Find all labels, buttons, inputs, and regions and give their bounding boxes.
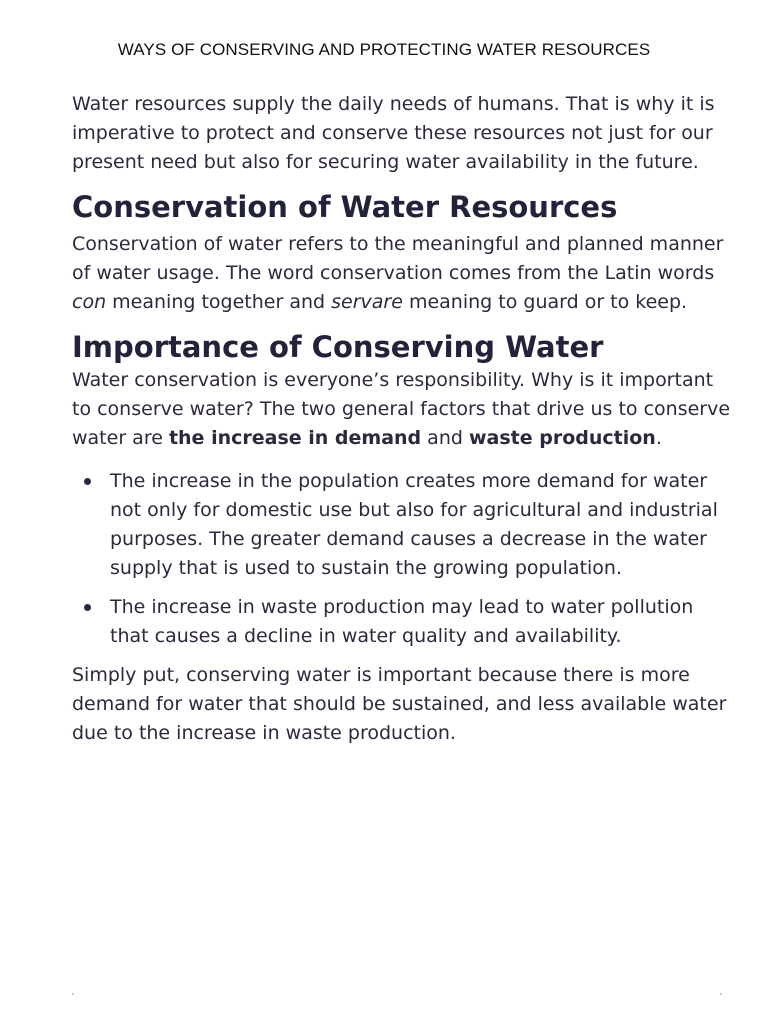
bullet-icon (84, 604, 91, 611)
section-heading-conservation: Conservation of Water Resources (72, 190, 618, 224)
bullet-icon (84, 478, 91, 485)
page-mark-left (72, 993, 74, 995)
text-span: and (421, 427, 469, 449)
intro-paragraph: Water resources supply the daily needs of humans. That is why it is imperative to protect and conserve these resources not just for our present need but also for securing water availability in the future. (72, 93, 715, 173)
list-item (110, 467, 732, 583)
document-title: WAYS OF CONSERVING AND PROTECTING WATER RESOURCES (117, 40, 651, 59)
conclusion-paragraph: Simply put, conserving water is important because there is more demand for water that should be sustained, and less available water due to the increase in waste production. (72, 664, 727, 744)
importance-paragraph (72, 366, 732, 453)
bold-phrase-waste: waste production (468, 427, 656, 449)
text-span: meaning together and (106, 291, 332, 313)
list-item-text: The increase in waste production may lead to water pollution that causes a decline in water quality and availability. (110, 596, 694, 647)
latin-word-con: con (72, 291, 107, 313)
section-heading-importance: Importance of Conserving Water (72, 330, 604, 364)
text-span: Water conservation is everyone’s responsibility. Why is it important to conserve water? The two general factors that drive us to conserve water are (72, 369, 731, 449)
page-mark-right (720, 993, 722, 995)
conservation-paragraph (72, 230, 732, 317)
document-body (72, 90, 732, 762)
bold-phrase-demand: the increase in demand (168, 427, 422, 449)
latin-word-servare: servare (331, 291, 403, 313)
factors-list (72, 467, 732, 651)
text-span: . (655, 427, 662, 449)
list-item (110, 593, 732, 651)
text-span: Conservation of water refers to the meaningful and planned manner of water usage. The word conservation comes from the Latin words (72, 233, 724, 284)
text-span: meaning to guard or to keep. (402, 291, 688, 313)
list-item-text: The increase in the population creates more demand for water not only for domestic use but also for agricultural and industrial purposes. The greater demand causes a decrease in the water supply that is used to sustain the growing population. (110, 470, 718, 579)
